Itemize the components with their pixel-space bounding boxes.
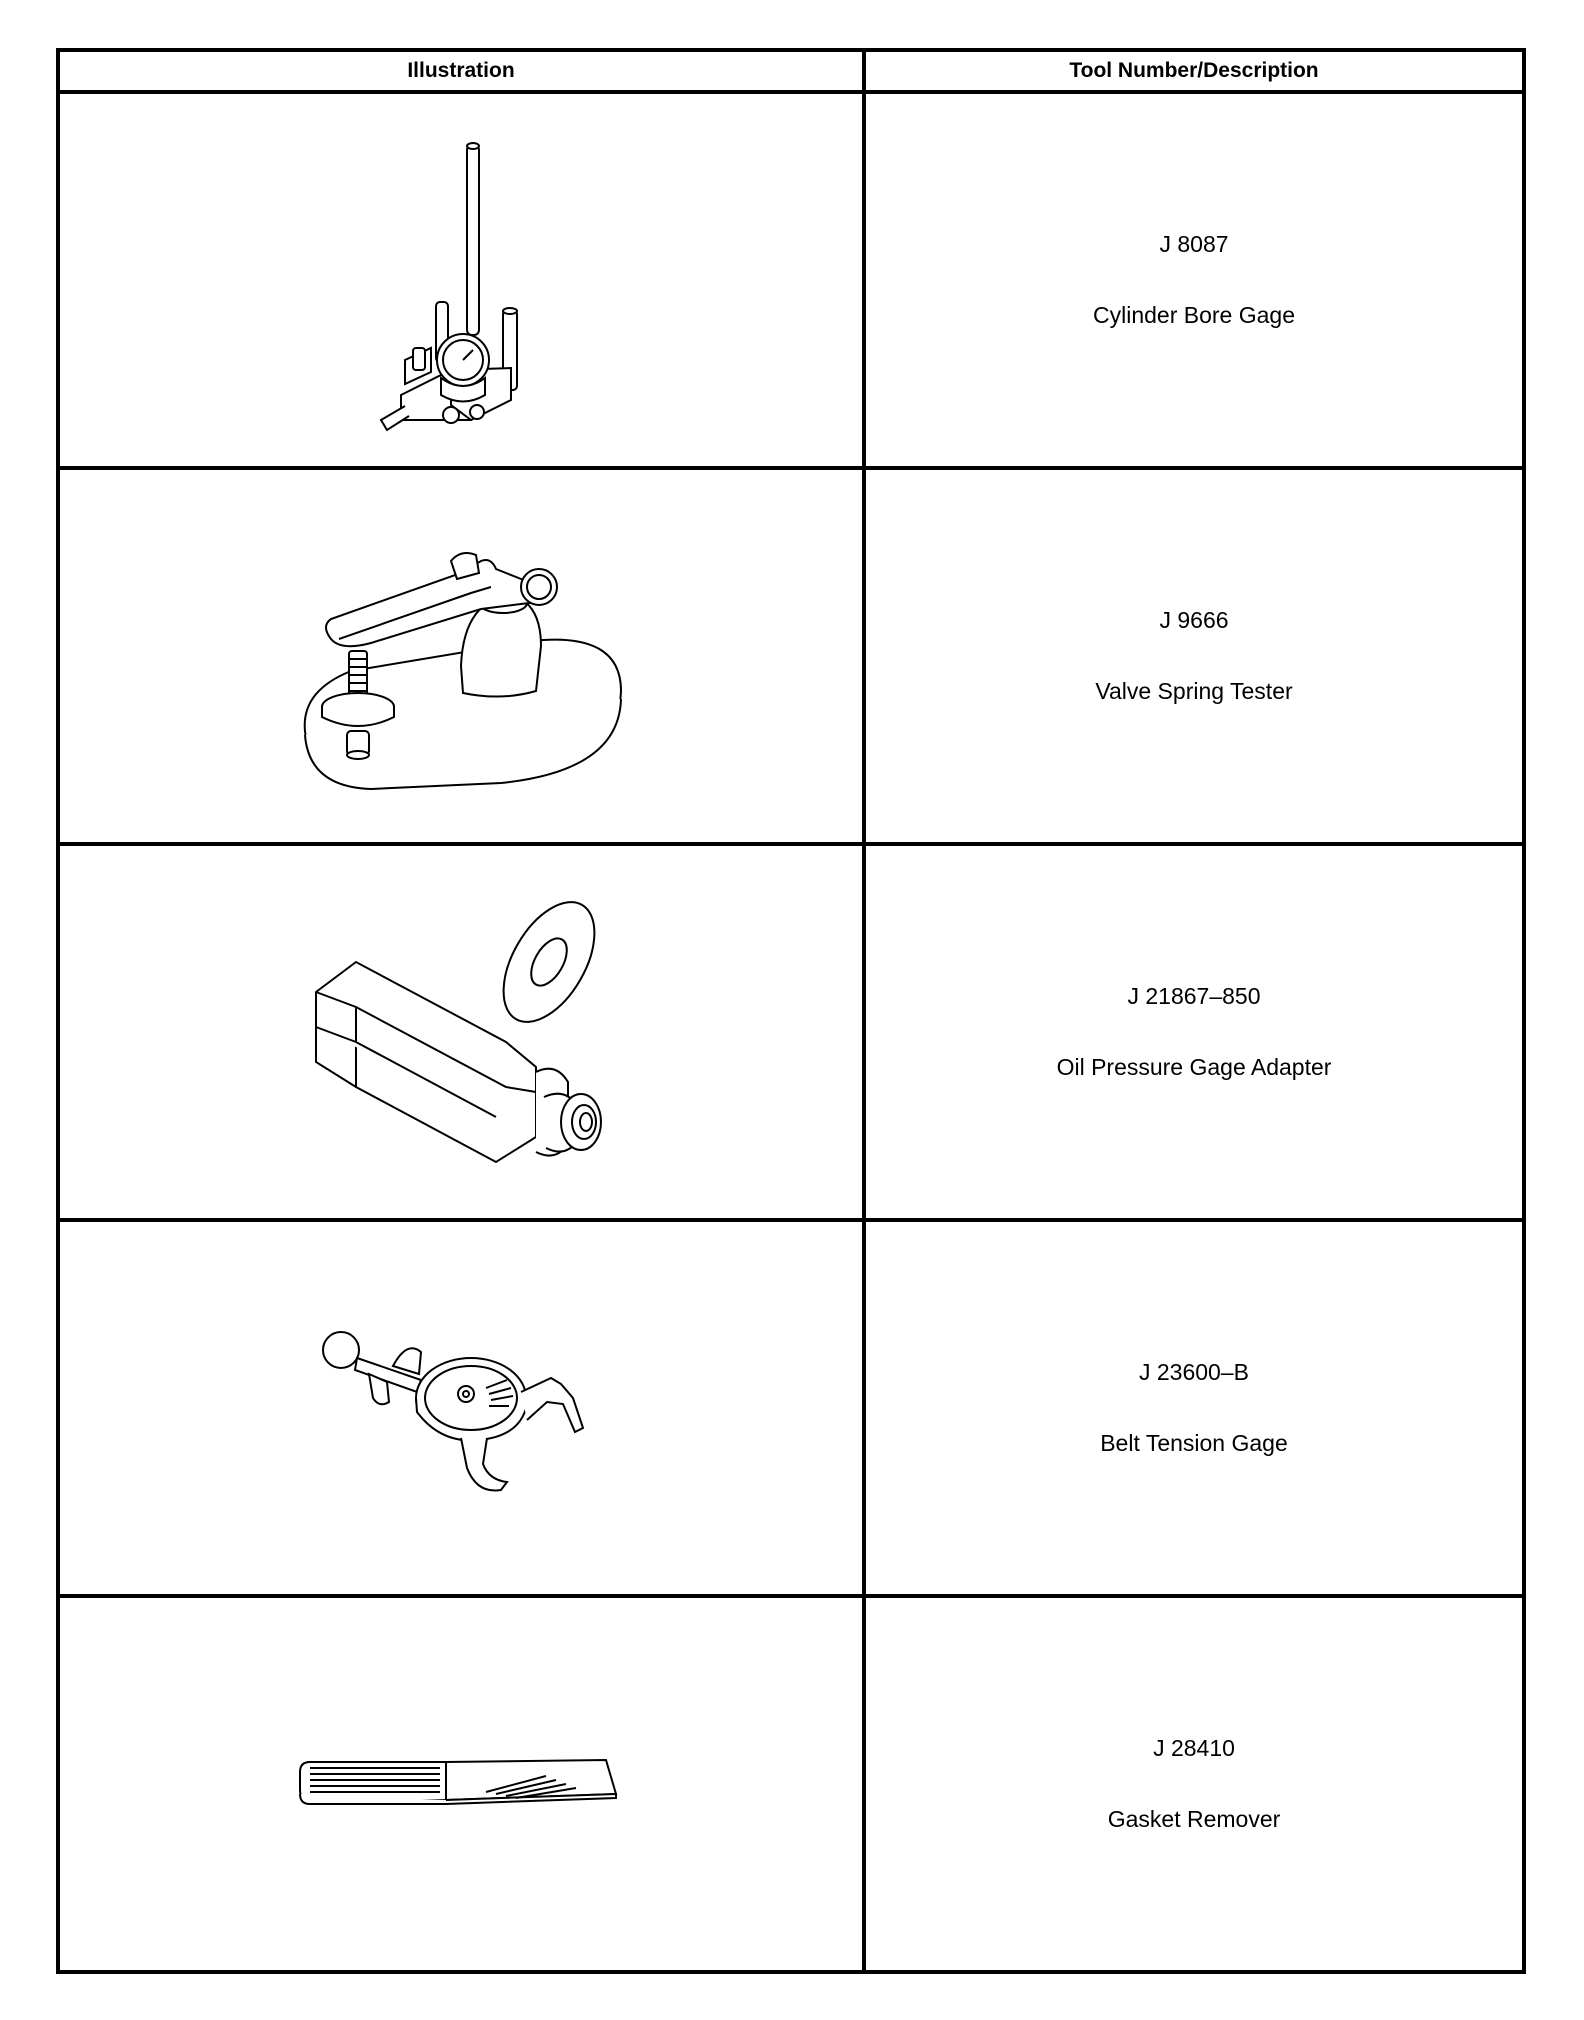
description-cell	[864, 92, 1524, 468]
oil-pressure-gage-adapter-icon	[296, 882, 626, 1182]
belt-tension-gage-icon	[311, 1308, 611, 1508]
table-row	[58, 92, 1524, 468]
table-row	[58, 1596, 1524, 1972]
illustration-cell	[58, 1596, 864, 1972]
tool-number: J 8087	[1159, 231, 1229, 257]
tool-number: J 23600–B	[1139, 1359, 1249, 1385]
tool-number: J 21867–850	[1127, 983, 1261, 1009]
illustration-cell	[58, 844, 864, 1220]
tool-number: J 28410	[1153, 1735, 1235, 1761]
tool-number: J 9666	[1159, 607, 1229, 633]
tool-description: Oil Pressure Gage Adapter	[1056, 1054, 1332, 1080]
gasket-remover-icon	[296, 1754, 626, 1814]
table-row	[58, 1220, 1524, 1596]
description-cell	[864, 1596, 1524, 1972]
tool-description: Belt Tension Gage	[1100, 1430, 1288, 1456]
description-cell	[864, 844, 1524, 1220]
illustration-cell	[58, 1220, 864, 1596]
cylinder-bore-gage-icon	[361, 110, 561, 450]
valve-spring-tester-icon	[291, 521, 631, 791]
description-cell	[864, 468, 1524, 844]
description-cell	[864, 1220, 1524, 1596]
tool-description: Gasket Remover	[1107, 1806, 1281, 1832]
illustration-cell	[58, 92, 864, 468]
table-row	[58, 468, 1524, 844]
special-tools-table	[56, 48, 1526, 1974]
description-column-header: Tool Number/Description	[864, 50, 1524, 92]
tool-description: Valve Spring Tester	[1095, 678, 1293, 704]
table-row	[58, 844, 1524, 1220]
illustration-column-header: Illustration	[58, 50, 864, 92]
illustration-cell	[58, 468, 864, 844]
table-header-row	[58, 50, 1524, 92]
tool-description: Cylinder Bore Gage	[1093, 302, 1295, 328]
